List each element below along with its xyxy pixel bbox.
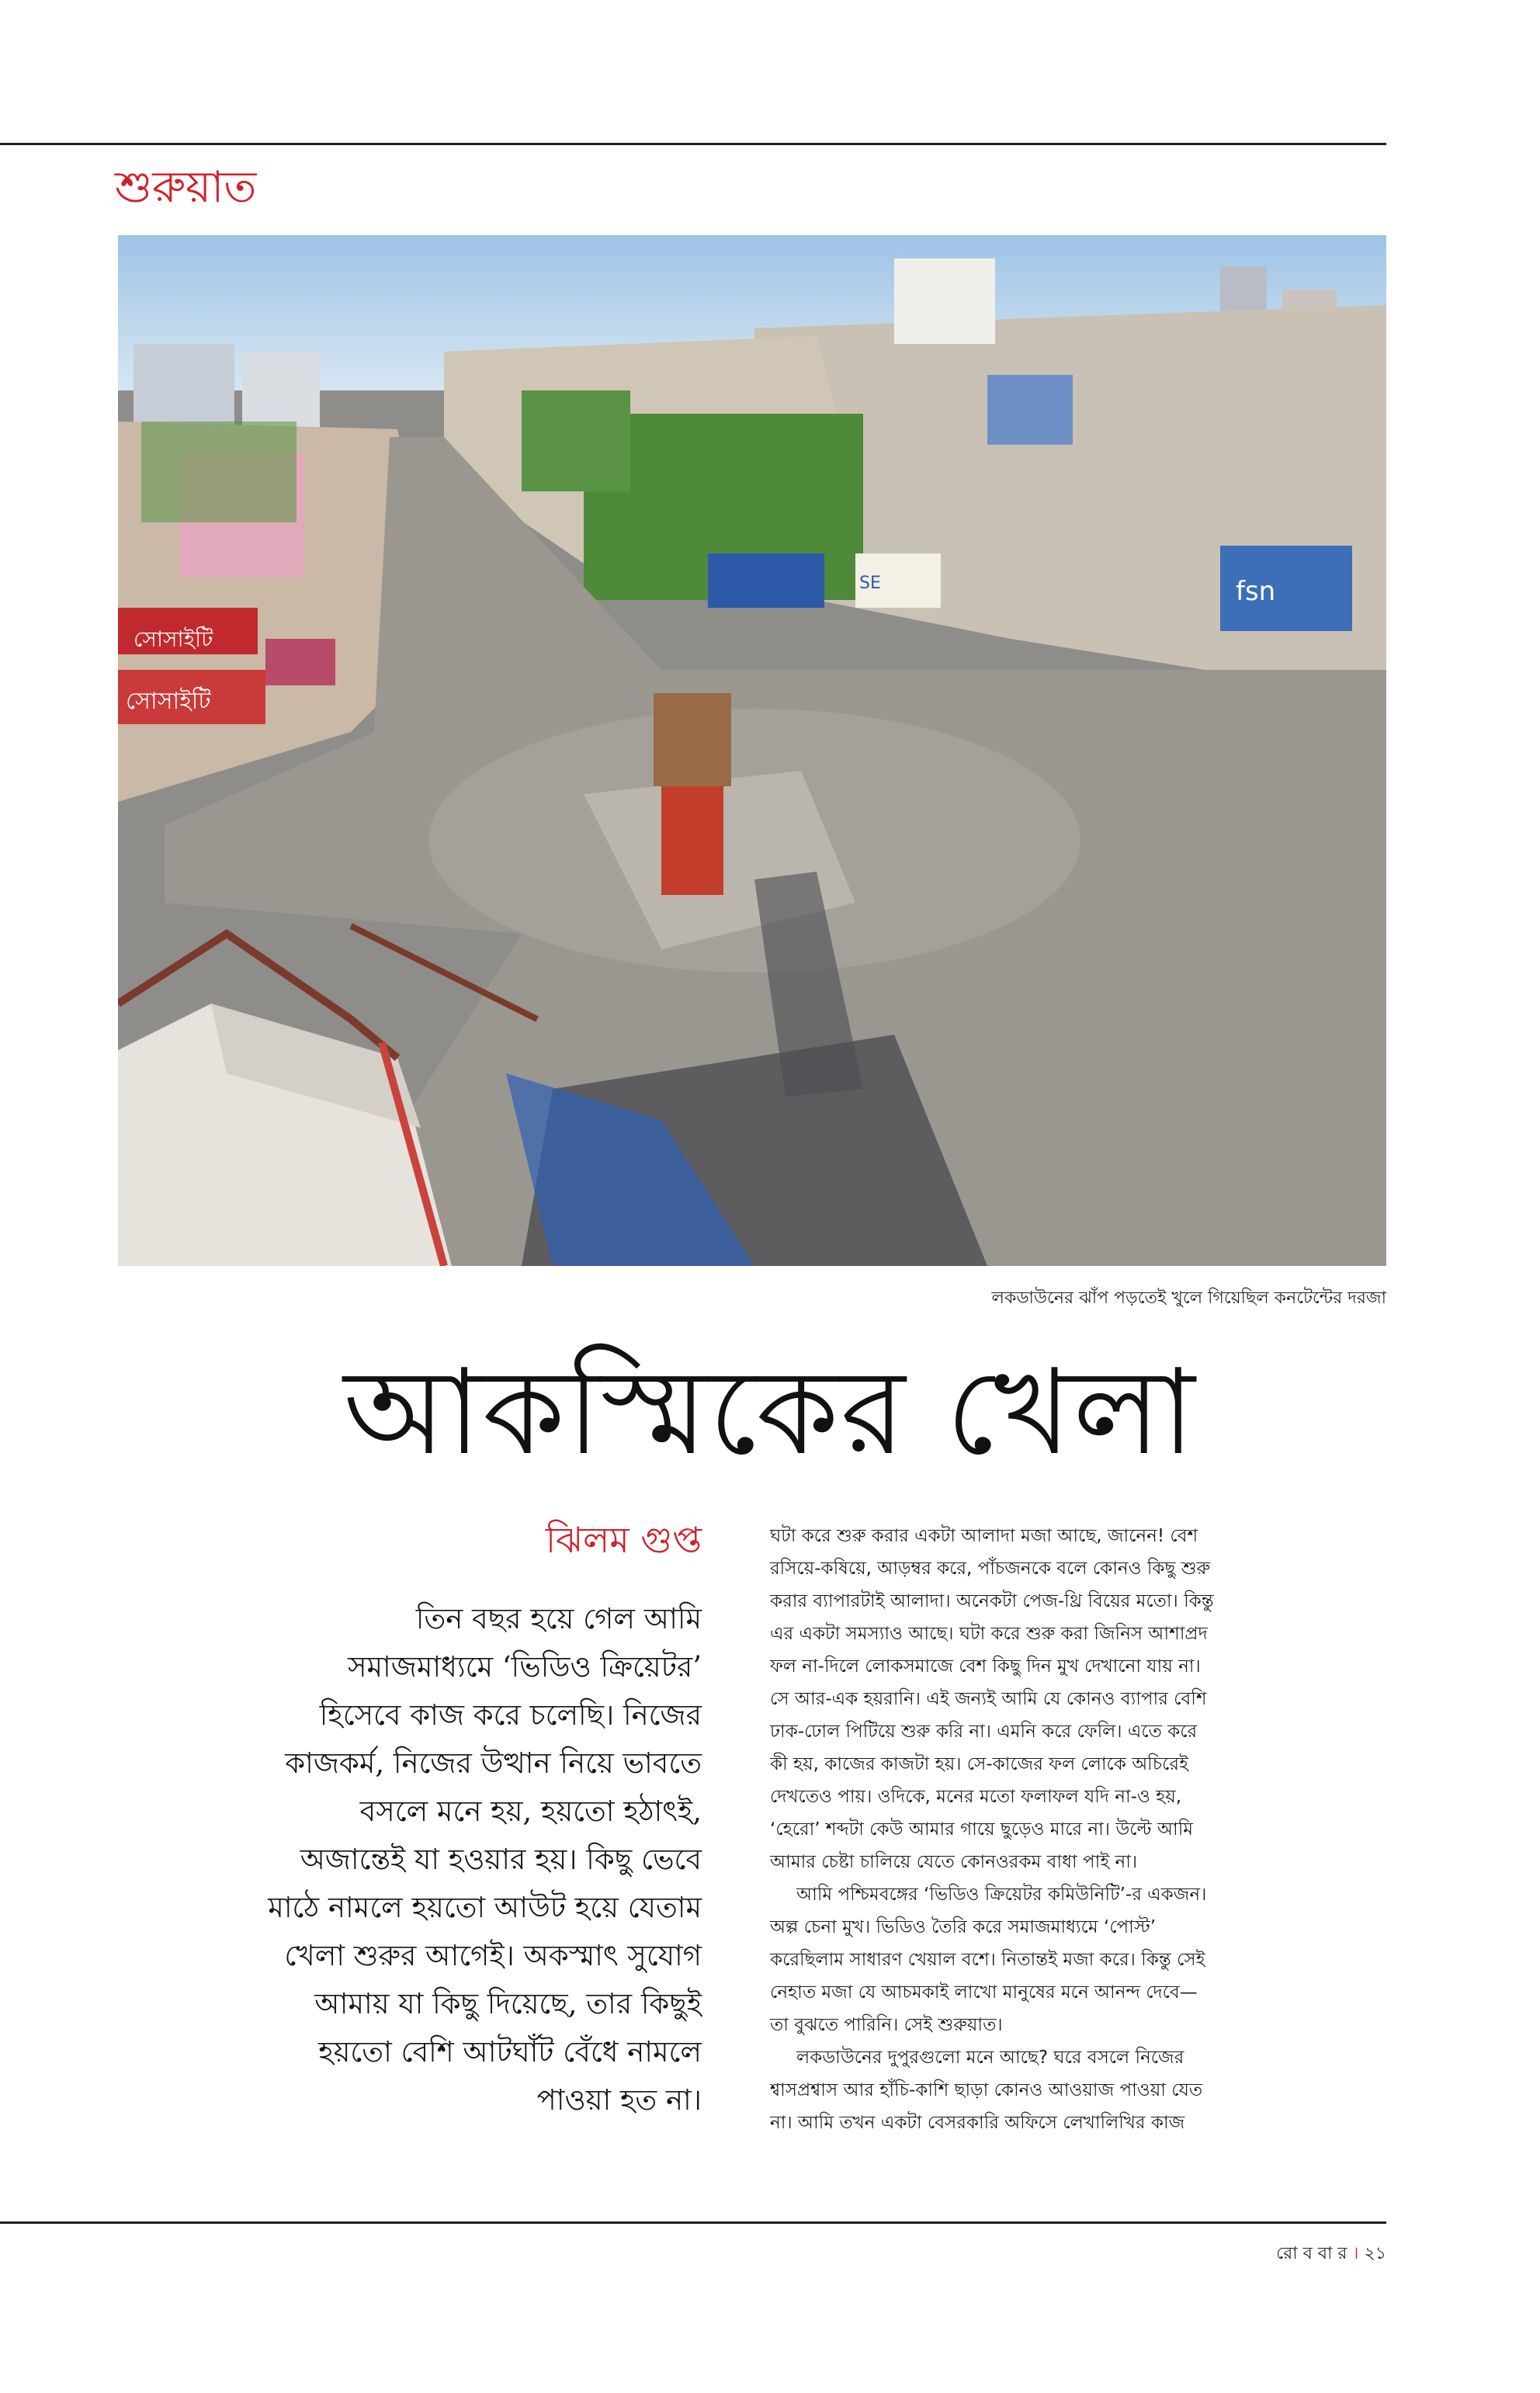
body-line: ফল না-দিলে লোকসমাজে বেশ কিছু দিন মুখ দেখানো যায় না। [770, 1656, 1201, 1677]
shop-sign-3: SE [859, 574, 881, 593]
intro-line: পাওয়া হত না। [536, 2083, 702, 2117]
magazine-name: রো ব বা র [1276, 2244, 1348, 2263]
intro-line: হয়তো বেশি আটঘাঁট বেঁধে নামলে [318, 2035, 702, 2069]
body-line: করেছিলাম সাধারণ খেয়াল বশে। নিতান্তই মজা করে। কিন্তু সেই [770, 1950, 1205, 1970]
folio-separator: । [1352, 2244, 1359, 2263]
intro-line: তিন বছর হয়ে গেল আমি [415, 1602, 702, 1635]
street-intersection-image [118, 235, 1386, 1266]
page-number: ২১ [1364, 2244, 1386, 2263]
bottom-rule [0, 2221, 1386, 2224]
body-line: অল্প চেনা মুখ। ভিডিও তৈরি করে সমাজমাধ্যমে ‘পোস্ট’ [770, 1917, 1157, 1937]
body-line: শ্বাসপ্রশ্বাস আর হাঁচি-কাশি ছাড়া কোনও আওয়াজ পাওয়া যেত [770, 2080, 1203, 2100]
body-line: ‘হেরো’ শব্দটা কেউ আমার গায়ে ছুড়েও মারে না। উল্টে আমি [770, 1819, 1194, 1840]
body-line: সে আর-এক হয়রানি। এই জন্যই আমি যে কোনও ব্যাপার বেশি [770, 1689, 1207, 1709]
intro-line: মাঠে নামলে হয়তো আউট হয়ে যেতাম [268, 1891, 702, 1924]
intro-paragraph [109, 1595, 702, 2124]
intro-line: হিসেবে কাজ করে চলেছি। নিজের [319, 1698, 702, 1732]
intro-line: খেলা শুরুর আগেই। অকস্মাৎ সুযোগ [284, 1939, 702, 1972]
intro-line: অজান্তেই যা হওয়ার হয়। কিছু ভেবে [300, 1843, 702, 1876]
shop-sign-2: সোসাইটি [126, 688, 211, 715]
section-label: শুরুয়াত [115, 162, 257, 213]
intro-line: সমাজমাধ্যমে ‘ভিডিও ক্রিয়েটর’ [348, 1650, 702, 1684]
top-rule [0, 143, 1386, 145]
shop-sign-4: fsn [1236, 576, 1276, 607]
body-line: তা বুঝতে পারিনি। সেই শুরুয়াত। [770, 2015, 1003, 2035]
intro-line: আমায় যা কিছু দিয়েছে, তার কিছুই [314, 1987, 702, 2020]
body-line: আমি পশ্চিমবঙ্গের ‘ভিডিও ক্রিয়েটর কমিউনিটি’-র একজন। [796, 1885, 1207, 1905]
body-line: লকডাউনের দুপুরগুলো মনে আছে? ঘরে বসলে নিজের [796, 2048, 1184, 2068]
byline: ঝিলম গুপ্ত [545, 1519, 702, 1561]
body-line: না। আমি তখন একটা বেসরকারি অফিসে লেখালিখির কাজ [770, 2113, 1185, 2133]
lead-photo [118, 235, 1386, 1266]
photo-caption: লকডাউনের ঝাঁপ পড়তেই খুলে গিয়েছিল কনটেন্টের দরজা [991, 1288, 1386, 1308]
body-line: কী হয়, কাজের কাজটা হয়। সে-কাজের ফল লোকে অচিরেই [770, 1754, 1188, 1774]
body-line: দেখতেও পায়। ওদিকে, মনের মতো ফলাফল যদি না-ও হয়, [770, 1787, 1182, 1807]
intro-line: বসলে মনে হয়, হয়তো হঠাৎই, [359, 1795, 702, 1828]
body-line: আমার চেষ্টা চালিয়ে যেতে কোনওরকম বাধা পাই না। [770, 1852, 1138, 1872]
body-line: ঢাক-ঢোল পিটিয়ে শুরু করি না। এমনি করে ফেলি। এতে করে [770, 1722, 1198, 1742]
body-line: রসিয়ে-কষিয়ে, আড়ম্বর করে, পাঁচজনকে বলে কোনও কিছু শুরু [770, 1559, 1211, 1579]
intro-line: কাজকর্ম, নিজের উত্থান নিয়ে ভাবতে [285, 1746, 702, 1780]
body-line: করার ব্যাপারটাই আলাদা। অনেকটা পেজ-থ্রি বিয়ের মতো। কিন্তু [770, 1591, 1214, 1611]
body-column [770, 1520, 1386, 2139]
headline: আকস্মিকের খেলা [343, 1344, 1197, 1481]
folio [1276, 2240, 1386, 2269]
shop-sign-1: সোসাইটি [134, 626, 213, 652]
body-line: ঘটা করে শুরু করার একটা আলাদা মজা আছে, জানেন! বেশ [770, 1526, 1198, 1546]
body-line: এর একটা সমস্যাও আছে। ঘটা করে শুরু করা জিনিস আশাপ্রদ [770, 1624, 1208, 1644]
body-line: নেহাত মজা যে আচমকাই লাখো মানুষের মনে আনন্দ দেবে— [770, 1982, 1198, 2003]
